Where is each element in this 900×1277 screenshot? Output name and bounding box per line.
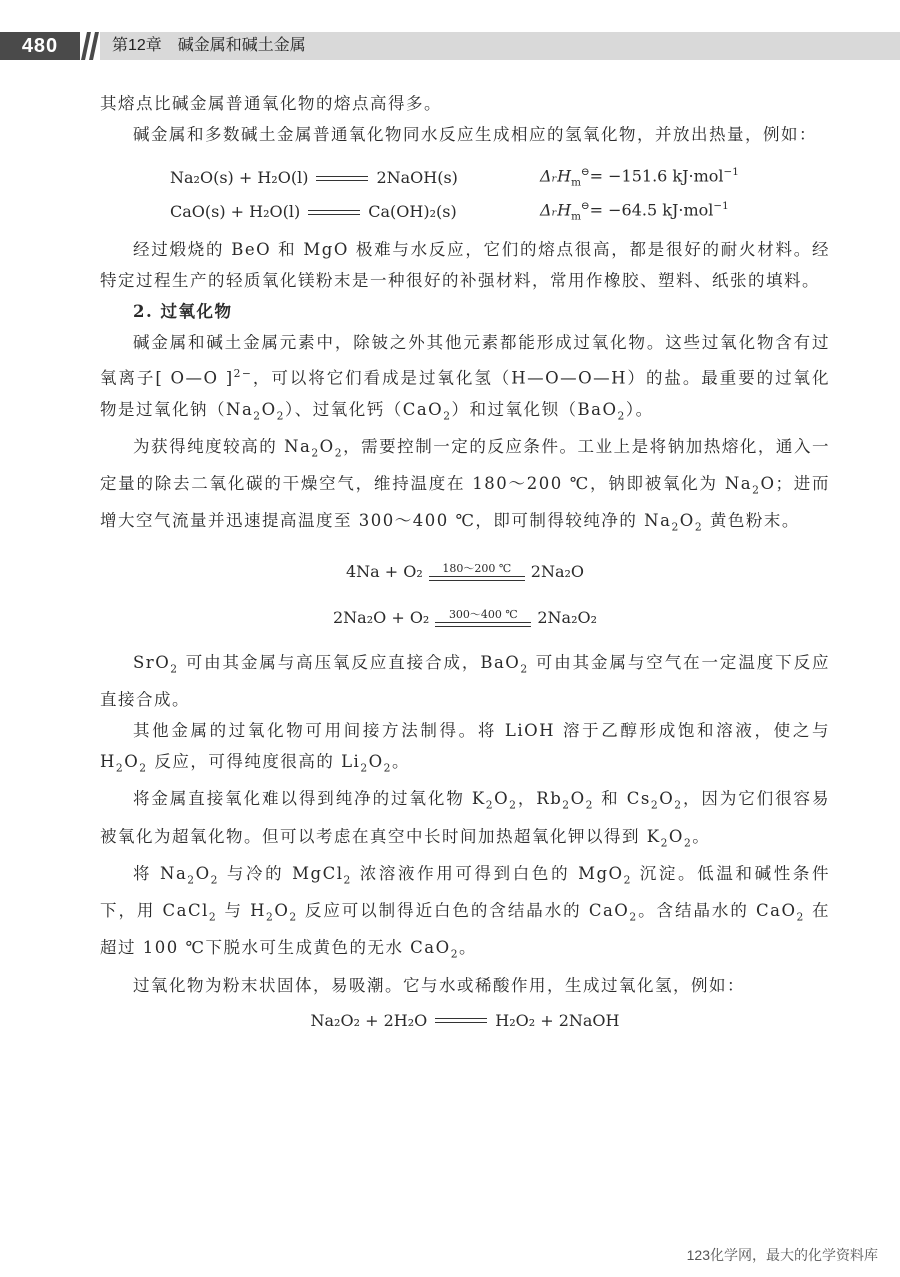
paragraph: 为获得纯度较高的 $Na_2O_2$，需要控制一定的反应条件。工业上是将钠加热熔化，通入一定量的除去二氧化碳的干燥空气，维持温度在 180～200 ℃，钠即被氧化为 $Na_2O$；进而增大空气流量并迅速提高温度至 300～400 ℃，即可制得较纯净的 $Na_2O_2$ 黄色粉末。 — [100, 436, 830, 534]
chapter-title: 第12章 碱金属和碱土金属 — [100, 32, 900, 60]
page-body — [100, 88, 830, 1041]
paragraph: 将金属直接氧化难以得到纯净的过氧化物 $K_2O_2$，$Rb_2O_2$ 和 $Cs_2O_2$，因为它们很容易被氧化为超氧化物。但可以考虑在真空中长时间加热超氧化钾以得到 $K_2O_2$。 — [100, 789, 830, 849]
paragraph: 碱金属和碱土金属元素中，除铍之外其他元素都能形成过氧化物。这些过氧化物含有过氧离子[ O—O ]$^{2-}$，可以将它们看成是过氧化氢（H—O—O—H）的盐。最重要的过氧化物是过氧化钠$(Na_2O_2)$、过氧化钙（CaO$_2$）和过氧化钡（BaO$_2$）。 — [100, 333, 830, 422]
paragraph: 碱金属和多数碱土金属普通氧化物同水反应生成相应的氢氧化物，并放出热量，例如： — [133, 125, 817, 144]
paragraph: 过氧化物为粉末状固体，易吸潮。它与水或稀酸作用，生成过氧化氢，例如： — [133, 975, 745, 995]
page-number: 480 — [0, 32, 80, 60]
paragraph: 其他金属的过氧化物可用间接方法制得。将 LiOH 溶于乙醇形成饱和溶液，使之与 $H_2O_2$ 反应，可得纯度很高的 $Li_2O_2$。 — [100, 720, 830, 775]
paragraph: 将 $Na_2O_2$ 与冷的 MgCl$_2$ 浓溶液作用可得到白色的 MgO$_2$ 沉淀。低温和碱性条件下，用 CaCl$_2$ 与 $H_2O_2$ 反应可以制得近白色的含结晶水的 CaO$_2$。含结晶水的 CaO$_2$ 在超过 100 ℃下脱水可生成黄色的无水 CaO$_2$。 — [100, 863, 831, 961]
paragraph: 其熔点比碱金属普通氧化物的熔点高得多。 — [100, 94, 442, 113]
section-heading: 2. 过氧化物 — [133, 302, 233, 321]
equation-na2o2: 2Na₂O + O₂ 300～400 ℃ 2Na₂O₂ — [332, 607, 598, 628]
paragraph: 经过煅烧的 BeO 和 MgO 极难与水反应，它们的熔点很高，都是很好的耐火材料。经特定过程生产的轻质氧化镁粉末是一种很好的补强材料，常用作橡胶、塑料、纸张的填料。 — [100, 240, 830, 290]
watermark-footer: 123化学网，最大的化学资料库 — [686, 1247, 878, 1263]
paragraph: SrO$_2$ 可由其金属与高压氧反应直接合成，BaO$_2$ 可由其金属与空气在一定温度下反应直接合成。 — [100, 652, 830, 709]
equation-na2o: 4Na + O₂ 180～200 ℃ 2Na₂O — [345, 561, 585, 582]
equation-naoh: Na₂O(s) + H₂O(l) 2NaOH(s) ΔᵣH$_m$⊖= −151.6 kJ·mol$^{-1}$ — [170, 165, 739, 189]
equation-h2o2: Na₂O₂ + 2H₂O H₂O₂ + 2NaOH — [310, 1011, 620, 1031]
page-header — [0, 30, 900, 62]
header-divider-bar — [89, 32, 99, 60]
equation-caoh: CaO(s) + H₂O(l) Ca(OH)₂(s) ΔᵣH$_m$⊖= −64.5 kJ·mol$^{-1}$ — [170, 199, 729, 223]
